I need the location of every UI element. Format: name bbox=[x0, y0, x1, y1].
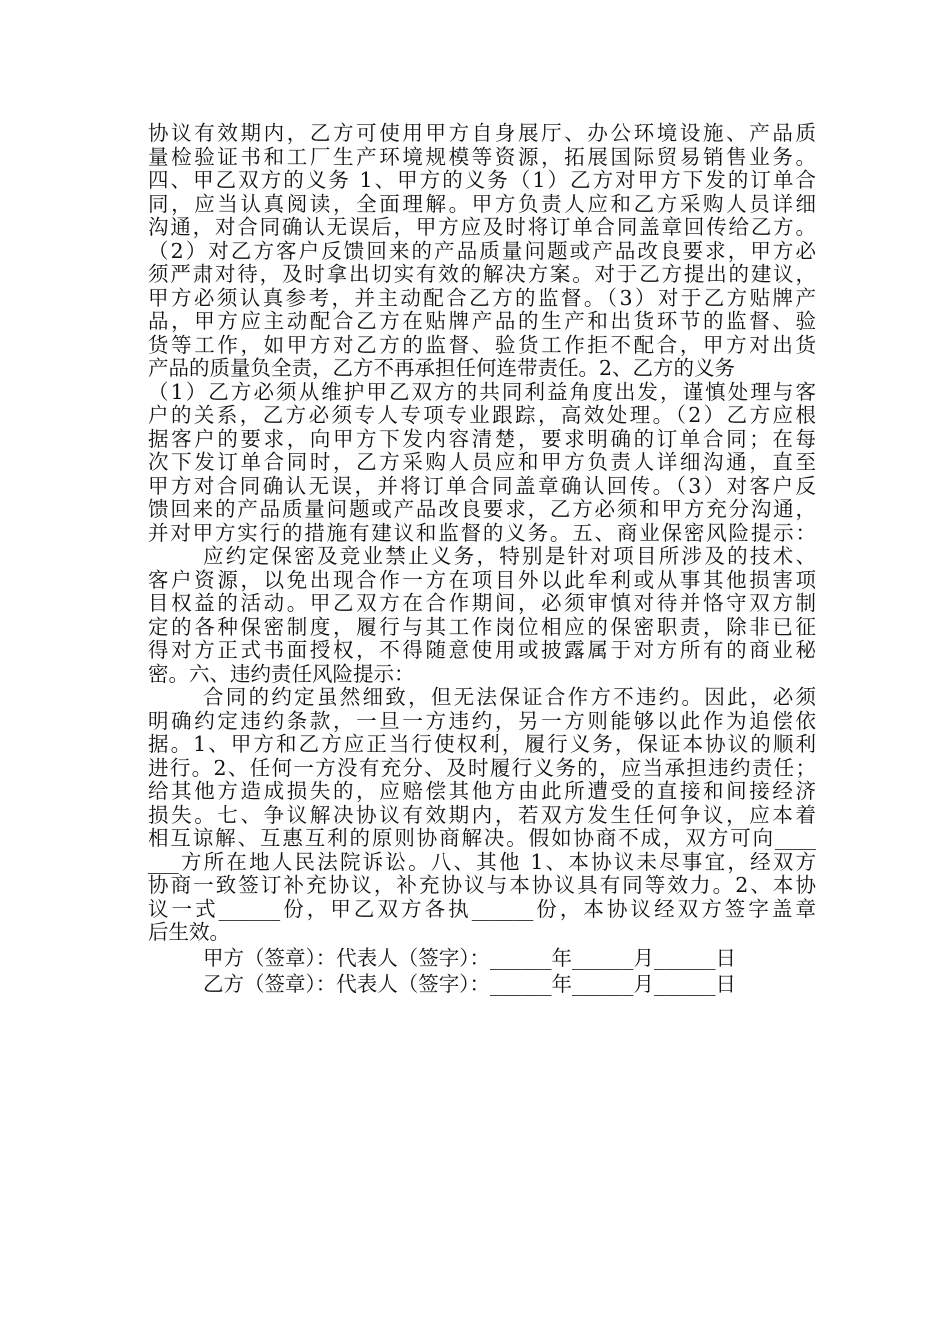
text-line: 后生效。 bbox=[148, 920, 230, 944]
text-line: 次下发订单合同时，乙方采购人员应和甲方负责人详细沟通，直至 bbox=[148, 450, 816, 474]
text-line: 据客户的要求，向甲方下发内容清楚，要求明确的订单合同；在每 bbox=[148, 426, 816, 451]
signature-line-party-b: 乙方（签章）：代表人（签字）：______年______月______日 bbox=[203, 971, 736, 996]
text-line: 货等工作，如甲方对乙方的监督、验货工作拒不配合，甲方对出货 bbox=[148, 332, 816, 357]
text-line: 品，甲方应主动配合乙方在贴牌产品的生产和出货环节的监督、验 bbox=[148, 309, 816, 333]
text-line: 给其他方造成损失的，应赔偿其他方由此所遭受的直接和间接经济 bbox=[148, 779, 816, 803]
text-line: 户的关系，乙方必须专人专项专业跟踪，高效处理。（2）乙方应根 bbox=[148, 403, 816, 427]
text-line: 并对甲方实行的措施有建议和监督的义务。五、商业保密风险提示： bbox=[148, 520, 816, 545]
text-line: 得对方正式书面授权，不得随意使用或披露属于对方所有的商业秘 bbox=[148, 638, 816, 662]
text-line: 四、甲乙双方的义务 1、甲方的义务（1）乙方对甲方下发的订单合 bbox=[148, 168, 816, 192]
text-line: 协议有效期内，乙方可使用甲方自身展厅、办公环境设施、产品质 bbox=[148, 121, 816, 145]
text-line: 甲方对合同确认无误，并将订单合同盖章确认回传。（3）对客户反 bbox=[148, 473, 816, 498]
text-line: 损失。七、争议解决协议有效期内，若双方发生任何争议，应本着 bbox=[148, 802, 816, 827]
text-line: 合同的约定虽然细致，但无法保证合作方不违约。因此，必须 bbox=[203, 685, 816, 709]
text-line: 客户资源，以免出现合作一方在项目外以此牟利或从事其他损害项 bbox=[148, 567, 816, 592]
text-line: ___方所在地人民法院诉讼。八、其他 1、本协议未尽事宜，经双方 bbox=[148, 849, 816, 874]
text-line: （2）对乙方客户反馈回来的产品质量问题或产品改良要求，甲方必 bbox=[148, 238, 816, 263]
text-line: 量检验证书和工厂生产环境规模等资源，拓展国际贸易销售业务。 bbox=[148, 144, 816, 169]
text-line: 同，应当认真阅读，全面理解。甲方负责人应和乙方采购人员详细 bbox=[148, 191, 816, 216]
text-line: （1）乙方必须从维护甲乙双方的共同利益角度出发，谨慎处理与客 bbox=[148, 379, 816, 404]
document-body bbox=[148, 122, 816, 997]
text-line: 应约定保密及竞业禁止义务，特别是针对项目所涉及的技术、 bbox=[203, 544, 816, 568]
text-line: 进行。2、任何一方没有充分、及时履行义务的，应当承担违约责任； bbox=[148, 755, 816, 780]
text-line: 密。六、违约责任风险提示： bbox=[148, 661, 415, 686]
text-line: 协商一致签订补充协议，补充协议与本协议具有同等效力。2、本协 bbox=[148, 873, 816, 897]
text-line: 定的各种保密制度，履行与其工作岗位相应的保密职责，除非已征 bbox=[148, 614, 816, 639]
text-line: 目权益的活动。甲乙双方在合作期间，必须审慎对待并恪守双方制 bbox=[148, 591, 816, 615]
text-line: 沟通，对合同确认无误后，甲方应及时将订单合同盖章回传给乙方。 bbox=[148, 215, 816, 239]
text-line: 议一式______份，甲乙双方各执______份，本协议经双方签字盖章 bbox=[148, 896, 816, 921]
text-line: 须严肃对待，及时拿出切实有效的解决方案。对于乙方提出的建议， bbox=[148, 262, 816, 286]
text-line: 据。1、甲方和乙方应正当行使权利，履行义务，保证本协议的顺利 bbox=[148, 732, 816, 756]
text-line: 相互谅解、互惠互利的原则协商解决。假如协商不成，双方可向____ bbox=[148, 826, 816, 850]
text-line: 明确约定违约条款，一旦一方违约，另一方则能够以此作为追偿依 bbox=[148, 708, 816, 733]
text-line: 馈回来的产品质量问题或产品改良要求，乙方必须和甲方充分沟通， bbox=[148, 497, 816, 521]
signature-line-party-a: 甲方（签章）：代表人（签字）：______年______月______日 bbox=[203, 945, 736, 970]
text-line: 甲方必须认真参考，并主动配合乙方的监督。（3）对于乙方贴牌产 bbox=[148, 285, 816, 310]
text-line: 产品的质量负全责，乙方不再承担任何连带责任。2、乙方的义务 bbox=[148, 356, 736, 380]
